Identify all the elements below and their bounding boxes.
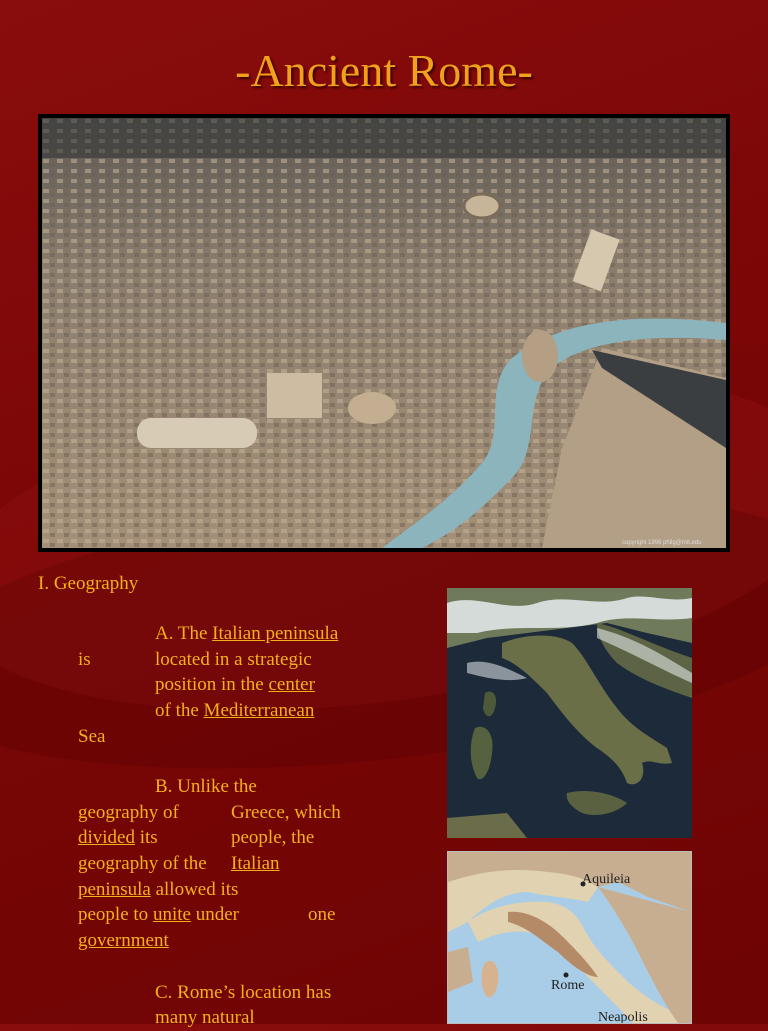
point-b-line3b: people, the <box>231 827 315 848</box>
link-center[interactable]: center <box>268 674 315 695</box>
link-mediterranean[interactable]: Mediterranean <box>203 700 315 721</box>
point-a-line4 <box>155 698 314 724</box>
point-b-line1: B. Unlike the <box>155 776 257 797</box>
italy-satellite-image <box>447 588 692 838</box>
point-b-line2a: geography of <box>78 802 179 823</box>
text-span: of the <box>155 700 204 721</box>
text-span: allowed its <box>150 879 239 900</box>
point-b-line2b: Greece, which <box>231 802 341 823</box>
point-a-line3 <box>155 672 315 698</box>
link-peninsula[interactable]: peninsula <box>78 879 151 900</box>
text-span: position in the <box>155 674 269 695</box>
link-government[interactable]: government <box>78 930 169 951</box>
rome-model-photo <box>38 114 730 552</box>
point-a-line5: Sea <box>78 726 106 747</box>
map-label-aquileia: Aquileia <box>582 872 631 887</box>
link-italian-peninsula[interactable]: Italian peninsula <box>212 623 339 644</box>
text-span: under <box>190 904 239 925</box>
point-b-line5 <box>78 877 238 903</box>
text-span: people to <box>78 904 153 925</box>
point-b-line6b: one <box>308 904 336 925</box>
italy-relief-map <box>447 851 692 1024</box>
point-b-line6 <box>78 902 239 928</box>
point-c-line1: C. Rome’s location has <box>155 982 332 1003</box>
point-b-line4a: geography of the <box>78 853 207 874</box>
outline-heading: I. Geography <box>38 573 139 594</box>
link-divided[interactable]: divided <box>78 827 135 848</box>
map-label-neapolis: Neapolis <box>598 1010 648 1024</box>
slide-title: -Ancient Rome- <box>235 45 533 96</box>
point-c-line2: many natural <box>155 1007 255 1028</box>
copyright-text: copyright 1996 philg@mit.edu <box>622 540 702 546</box>
point-a-line1 <box>155 621 338 647</box>
link-italian[interactable]: Italian <box>231 853 280 874</box>
link-unite[interactable]: unite <box>152 904 191 925</box>
text-span: its <box>135 827 158 848</box>
text-span: A. The <box>155 623 213 644</box>
point-a-line2-pre: is <box>78 649 91 670</box>
point-b-line3a <box>78 825 158 851</box>
map-label-rome: Rome <box>551 978 585 993</box>
point-a-line2: located in a strategic <box>155 649 312 670</box>
